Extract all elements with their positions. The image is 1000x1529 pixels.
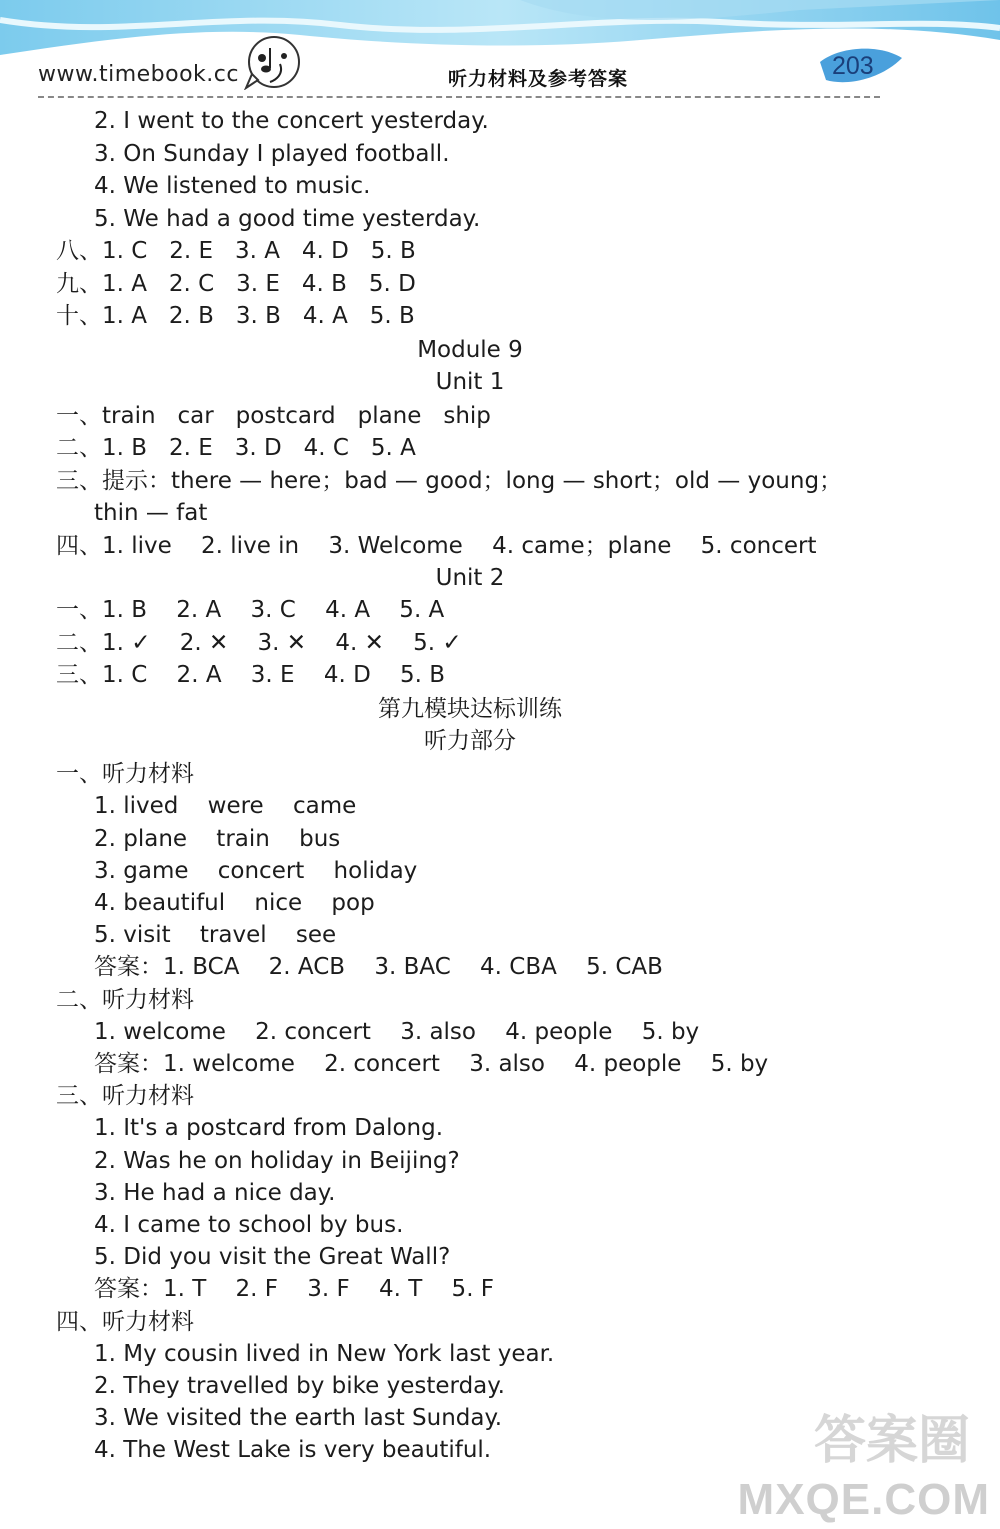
text-line: 1. My cousin lived in New York last year. [94, 1341, 555, 1367]
text-line: 3. On Sunday I played football. [94, 141, 450, 167]
answer-line: thin — fat [94, 500, 208, 526]
answer-line: 九、1. A 2. C 3. E 4. B 5. D [56, 271, 416, 297]
text-line: 1. lived were came [94, 793, 357, 819]
answer-line: 一、1. B 2. A 3. C 4. A 5. A [56, 597, 445, 623]
answer-line: 答案：1. BCA 2. ACB 3. BAC 4. CBA 5. CAB [94, 954, 663, 980]
watermark-domain: MXQE.COM [737, 1475, 990, 1524]
section-heading: 听力部分 [424, 728, 516, 754]
text-line: 2. They travelled by bike yesterday. [94, 1373, 505, 1399]
section-heading: Unit 1 [435, 369, 505, 395]
subsection-heading: 一、听力材料 [56, 761, 194, 787]
text-line: 1. It's a postcard from Dalong. [94, 1115, 444, 1141]
section-heading: Unit 2 [435, 565, 505, 591]
answer-line: 四、1. live 2. live in 3. Welcome 4. came；plane 5. concert [56, 533, 817, 559]
text-line: 3. He had a nice day. [94, 1180, 336, 1206]
text-line: 2. Was he on holiday in Beijing? [94, 1148, 460, 1174]
text-line: 2. I went to the concert yesterday. [94, 108, 489, 134]
answer-line: 二、1. B 2. E 3. D 4. C 5. A [56, 435, 416, 461]
page-number: 203 [832, 52, 874, 80]
text-line: 1. welcome 2. concert 3. also 4. people 5. by [94, 1019, 700, 1045]
answer-line: 三、1. C 2. A 3. E 4. D 5. B [56, 662, 446, 688]
subsection-heading: 三、听力材料 [56, 1083, 194, 1109]
answer-line: 十、1. A 2. B 3. B 4. A 5. B [56, 303, 415, 329]
section-heading: 第九模块达标训练 [378, 696, 562, 722]
section-heading: Module 9 [417, 337, 523, 363]
text-line: 2. plane train bus [94, 826, 341, 852]
text-line: 4. We listened to music. [94, 173, 371, 199]
watermark-logo: 答案圈 [813, 1410, 970, 1471]
website-url: www.timebook.cc [38, 62, 239, 87]
answer-line: 三、提示：there — here；bad — good；long — short；old — young； [56, 468, 843, 494]
header-title: 听力材料及参考答案 [448, 68, 629, 90]
answer-line: 八、1. C 2. E 3. A 4. D 5. B [56, 238, 416, 264]
text-line: 3. game concert holiday [94, 858, 418, 884]
text-line: 4. I came to school by bus. [94, 1212, 404, 1238]
text-line: 5. We had a good time yesterday. [94, 206, 481, 232]
answer-line: 答案：1. T 2. F 3. F 4. T 5. F [94, 1276, 495, 1302]
music-note-mascot-icon [244, 34, 304, 90]
subsection-heading: 四、听力材料 [56, 1309, 194, 1335]
header-divider [38, 96, 880, 98]
text-line: 4. The West Lake is very beautiful. [94, 1437, 492, 1463]
answer-line: 一、train car postcard plane ship [56, 403, 491, 429]
answer-line: 二、1. ✓ 2. ✕ 3. ✕ 4. ✕ 5. ✓ [56, 630, 462, 656]
answer-line: 答案：1. welcome 2. concert 3. also 4. people 5. by [94, 1051, 769, 1077]
text-line: 5. Did you visit the Great Wall? [94, 1244, 451, 1270]
text-line: 4. beautiful nice pop [94, 890, 375, 916]
text-line: 3. We visited the earth last Sunday. [94, 1405, 503, 1431]
text-line: 5. visit travel see [94, 922, 337, 948]
subsection-heading: 二、听力材料 [56, 987, 194, 1013]
